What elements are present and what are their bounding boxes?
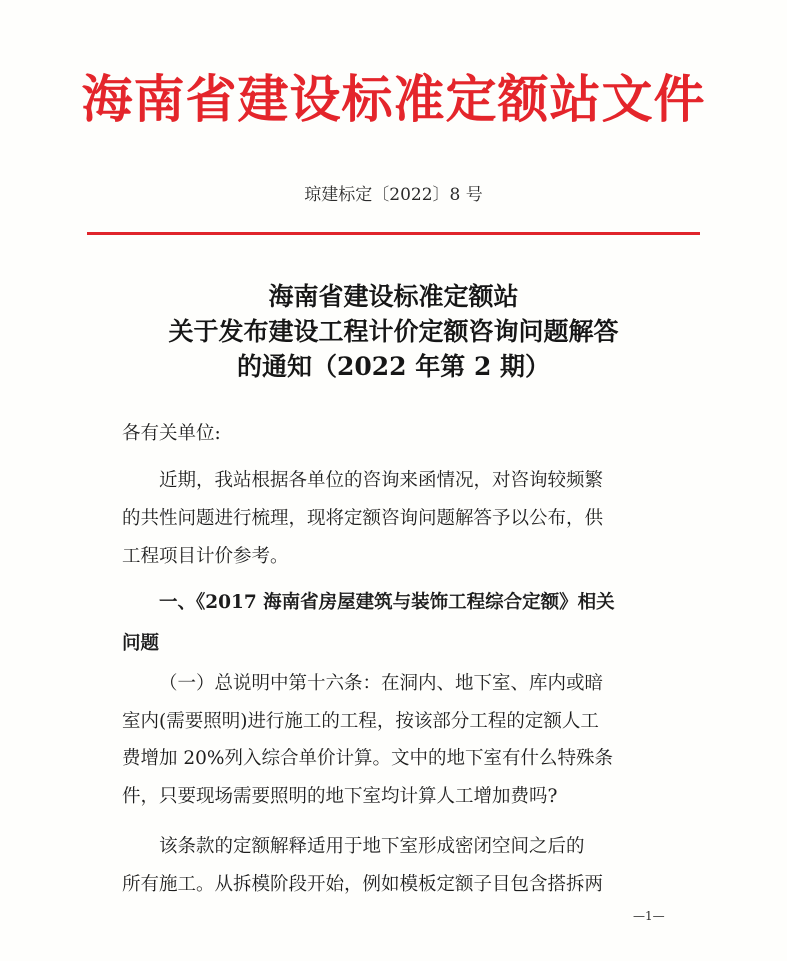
notice-title-line: 关于发布建设工程计价定额咨询问题解答: [168, 317, 619, 346]
page-number: —1—: [633, 909, 665, 923]
paragraph-line: 该条款的定额解释适用于地下室形成密闭空间之后的: [159, 836, 585, 857]
notice-title: [0, 279, 787, 384]
question-paragraph: [122, 665, 682, 815]
red-divider-line: [87, 232, 700, 235]
paragraph-line: 的共性问题进行梳理，现将定额咨询问题解答予以公布，供: [122, 508, 604, 529]
paragraph-line: 件，只要现场需要照明的地下室均计算人工增加费吗?: [122, 785, 558, 807]
paragraph-line: 所有施工。从拆模阶段开始，例如模板定额子目包含搭拆两: [122, 874, 604, 895]
paragraph-line: 工程项目计价参考。: [122, 546, 289, 567]
document-number: 琼建标定〔2022〕8 号: [304, 185, 483, 205]
notice-title-line: 的通知（2022 年第 2 期）: [236, 352, 551, 381]
section-heading-line: 问题: [122, 633, 160, 654]
salutation: 各有关单位:: [122, 423, 221, 444]
section-heading-line: 一、《2017 海南省房屋建筑与装饰工程综合定额》相关: [159, 592, 615, 613]
paragraph-line: 近期，我站根据各单位的咨询来函情况，对咨询较频繁: [159, 470, 604, 491]
paragraph-line: （一）总说明中第十六条：在洞内、地下室、库内或暗: [159, 673, 604, 694]
section-heading: [122, 582, 682, 664]
paragraph-line: 费增加 20%列入综合单价计算。文中的地下室有什么特殊条: [122, 748, 614, 769]
answer-paragraph: [122, 828, 682, 904]
document-header-title: 海南省建设标准定额站文件: [81, 70, 706, 130]
intro-paragraph: [122, 462, 682, 576]
paragraph-line: 室内(需要照明)进行施工的工程，按该部分工程的定额人工: [122, 710, 599, 732]
notice-title-line: 海南省建设标准定额站: [268, 282, 519, 311]
